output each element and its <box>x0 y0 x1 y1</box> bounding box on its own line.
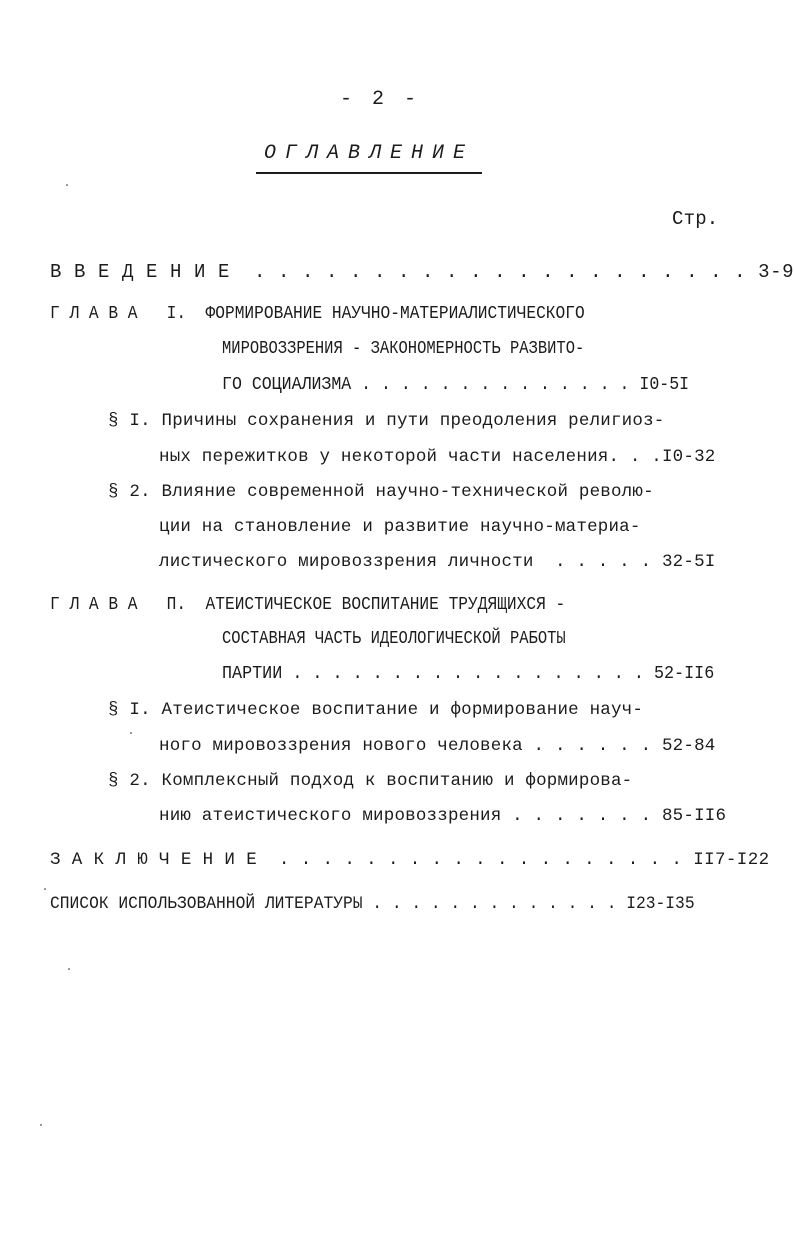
scan-speck <box>68 968 70 970</box>
toc-entry-chapter-1-line-1: Г Л А В А I. ФОРМИРОВАНИЕ НАУЧНО-МАТЕРИАЛИСТИЧЕСКОГО <box>50 304 585 324</box>
toc-entry-section-2-1-line-1: § I. Атеистическое воспитание и формирование науч- <box>108 700 644 720</box>
title-underline <box>256 172 482 174</box>
scan-speck <box>66 184 68 186</box>
scan-speck <box>40 1124 42 1126</box>
toc-entry-chapter-1-line-2: МИРОВОЗЗРЕНИЯ - ЗАКОНОМЕРНОСТЬ РАЗВИТО- <box>222 339 585 359</box>
toc-entry-section-2-1-line-2: ного мировоззрения нового человека . . . . . . 52-84 <box>159 736 716 756</box>
toc-entry-section-1-2-line-2: ции на становление и развитие научно-материа- <box>159 517 641 537</box>
toc-entry-section-1-2-line-1: § 2. Влияние современной научно-технической револю- <box>108 482 654 502</box>
toc-entry-section-2-2-line-2: нию атеистического мировоззрения . . . . . . . 85-II6 <box>159 806 727 826</box>
scan-speck <box>44 888 46 890</box>
page-column-header: Стр. <box>672 208 719 230</box>
scan-speck <box>130 732 132 734</box>
toc-entry-conclusion: З А К Л Ю Ч Е Н И Е . . . . . . . . . . . . . . . . . . . II7-I22 <box>50 850 770 870</box>
page-number: - 2 - <box>340 88 421 111</box>
toc-entry-introduction: В В Е Д Е Н И Е . . . . . . . . . . . . . . . . . . . . . 3-9 <box>50 261 794 283</box>
toc-entry-section-1-2-line-3: листического мировоззрения личности . . . . . 32-5I <box>159 552 716 572</box>
toc-entry-chapter-2-line-2: СОСТАВНАЯ ЧАСТЬ ИДЕОЛОГИЧЕСКОЙ РАБОТЫ <box>222 629 566 649</box>
toc-entry-section-1-1-line-2: ных пережитков у некоторой части населения. . .I0-32 <box>159 447 716 467</box>
toc-title: ОГЛАВЛЕНИЕ <box>264 142 475 165</box>
toc-entry-chapter-2-line-1: Г Л А В А П. АТЕИСТИЧЕСКОЕ ВОСПИТАНИЕ ТРУДЯЩИХСЯ - <box>50 595 566 615</box>
toc-entry-section-1-1-line-1: § I. Причины сохранения и пути преодоления религиоз- <box>108 411 665 431</box>
toc-entry-bibliography: СПИСОК ИСПОЛЬЗОВАННОЙ ЛИТЕРАТУРЫ . . . . . . . . . . . . . I23-I35 <box>50 894 695 914</box>
toc-entry-chapter-1-line-3: ГО СОЦИАЛИЗМА . . . . . . . . . . . . . . I0-5I <box>222 375 690 395</box>
toc-entry-section-2-2-line-1: § 2. Комплексный подход к воспитанию и формирова- <box>108 771 633 791</box>
toc-entry-chapter-2-line-3: ПАРТИИ . . . . . . . . . . . . . . . . . . 52-II6 <box>222 664 715 684</box>
